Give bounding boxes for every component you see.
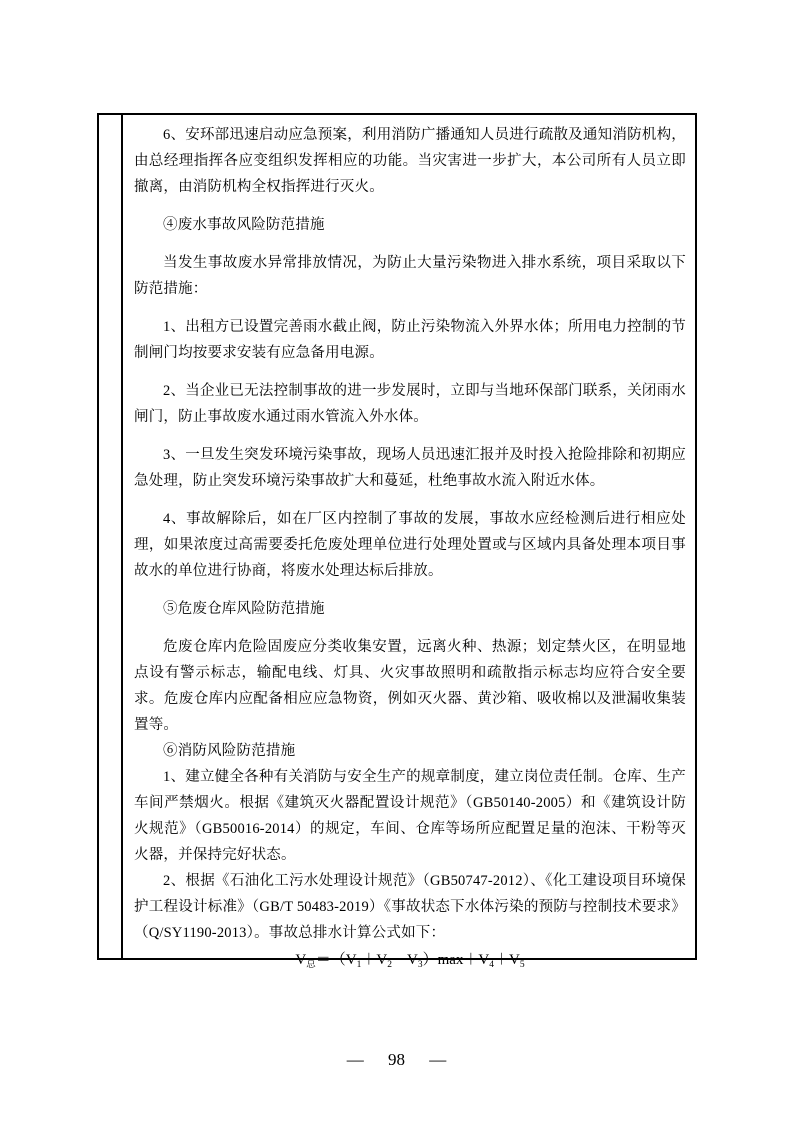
footer-dash-right: — (429, 1050, 447, 1069)
section-heading: ⑥消防风险防范措施 (163, 743, 296, 759)
formula-term: ＝（ (315, 952, 346, 968)
formula-term: V (478, 952, 490, 968)
paragraph: 3、一旦发生突发环境污染事故，现场人员迅速汇报并及时投入抢险排除和初期应急处理，防止突发环境污染事故扩大和蔓延，杜绝事故水流入附近水体。 (134, 447, 686, 489)
section-heading: ④废水事故风险防范措施 (163, 217, 325, 233)
paragraph: 2、当企业已无法控制事故的进一步发展时，立即与当地环保部门联系，关闭雨水闸门，防止事故废水通过雨水管流入外水体。 (134, 383, 686, 425)
page-number: 98 (388, 1050, 405, 1069)
paragraph: 6、安环部迅速启动应急预案，利用消防广播通知人员进行疏散及通知消防机构，由总经理指挥各应变组织发挥相应的功能。当灾害进一步扩大，本公司所有人员立即撤离，由消防机构全权指挥进行灭火。 (134, 127, 686, 195)
paragraph-list (134, 122, 686, 946)
formula-subscript: 2 (387, 960, 392, 970)
formula-term: V (345, 952, 357, 968)
paragraph: 4、事故解除后，如在厂区内控制了事故的发展，事故水应经检测后进行相应处理，如果浓度过高需要委托危废处理单位进行处理处置或与区域内具备处理本项目事故水的单位进行协商，将废水处理达标后排放。 (134, 511, 686, 579)
formula-term: V (509, 952, 520, 968)
paragraph: 1、出租方已设置完善雨水截止阀，防止污染物流入外界水体；所用电力控制的节制闸门均按要求安装有应急备用电源。 (134, 319, 686, 361)
formula-subscript: 3 (417, 960, 423, 970)
page-footer (0, 1048, 793, 1072)
formula-term: V (376, 952, 388, 968)
document-table (97, 113, 697, 970)
formula-term: V (406, 952, 418, 968)
paragraph: 当发生事故废水异常排放情况，为防止大量污染物进入排水系统，项目采取以下防范措施： (134, 255, 686, 297)
formula-term: ＋ (494, 952, 510, 968)
formula-term: ＋ (361, 952, 377, 968)
formula-subscript: 4 (489, 960, 494, 970)
formula-subscript: 1 (356, 960, 362, 970)
paragraph: 2、根据《石油化工污水处理设计规范》（GB50747-2012）、《化工建设项目环境保护工程设计标准》（GB/T 50483-2019）《事故状态下水体污染的预防与控制技术要求》（Q/SY1190-2013）。事故总排水计算公式如下： (134, 873, 686, 941)
table-left-cell (99, 115, 123, 958)
formula (134, 947, 686, 974)
paragraph: 1、建立健全各种有关消防与安全生产的规章制度，建立岗位责任制。仓库、生产车间严禁烟火。根据《建筑灭火器配置设计规范》（GB50140-2005）和《建筑设计防火规范》（GB50016-2014）的规定，车间、仓库等场所应配置足量的泡沫、干粉等灭火器，并保持完好状态。 (134, 769, 686, 863)
formula-term: ）max＋ (422, 952, 479, 968)
footer-dash-left: — (346, 1050, 364, 1069)
formula-subscript: 总 (306, 960, 316, 970)
table-content-cell (123, 115, 695, 970)
paragraph: 危废仓库内危险固废应分类收集安置，远离火种、热源；划定禁火区，在明显地点设有警示标志，输配电线、灯具、火灾事故照明和疏散指示标志均应符合安全要求。危废仓库内应配备相应应急物资，例如灭火器、黄沙箱、吸收棉以及泄漏收集装置等。 (134, 639, 686, 733)
formula-term: － (391, 952, 407, 968)
formula-term: V (295, 952, 307, 968)
formula-subscript: 5 (519, 960, 525, 970)
section-heading: ⑤危废仓库风险防范措施 (163, 601, 325, 617)
